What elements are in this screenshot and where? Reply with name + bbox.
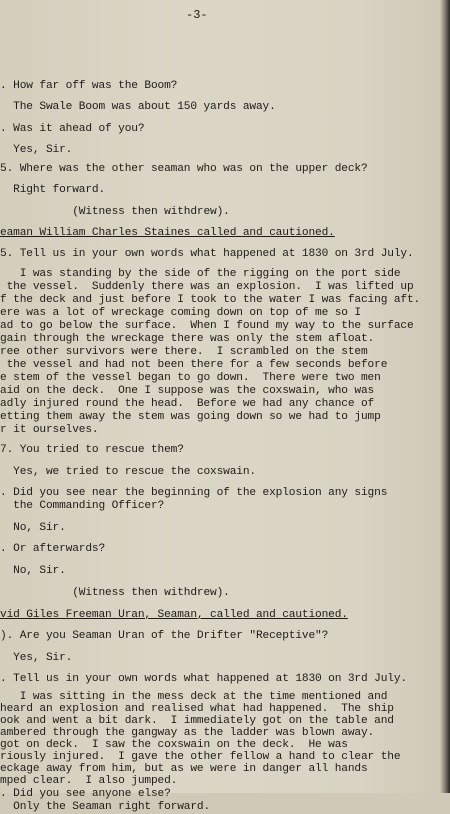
answer-line: Yes, Sir. <box>0 144 73 156</box>
witness-called-line: vid Giles Freeman Uran, Seaman, called and cautioned. <box>0 609 348 621</box>
statement-line: ad to go below the surface. When I found my way to the surface <box>0 320 414 332</box>
statement-line: I was standing by the side of the rigging on the port side <box>0 268 401 280</box>
statement-line: adly injured round the head. Before we had any chance of <box>0 398 375 410</box>
statement-line: heard an explosion and realised what had happened. The ship <box>0 703 394 715</box>
question-line: . Was it ahead of you? <box>0 123 145 135</box>
statement-line: gain through the wreckage there was only the stem afloat. <box>0 333 375 345</box>
witness-withdrew-line: (Witness then withdrew). <box>0 587 230 599</box>
question-line: . Or afterwards? <box>0 543 106 555</box>
answer-line: Right forward. <box>0 184 106 196</box>
page-edge-shadow <box>440 0 450 793</box>
statement-line: etting them away the stem was going down so we had to jump <box>0 411 381 423</box>
question-line: . Did you see near the beginning of the explosion any signs <box>0 487 388 499</box>
question-line: ). Are you Seaman Uran of the Drifter "Receptive"? <box>0 630 329 642</box>
statement-line: ambered through the gangway as the ladder was blown away. <box>0 727 375 739</box>
statement-line: aid on the deck. One I suppose was the coxswain, who was <box>0 385 375 397</box>
statement-line: got on deck. I saw the coxswain on the deck. He was <box>0 739 348 751</box>
statement-line: r it ourselves. <box>0 424 99 436</box>
question-line: the Commanding Officer? <box>0 500 165 512</box>
statement-line: I was sitting in the mess deck at the time mentioned and <box>0 691 388 703</box>
witness-called-line: eaman William Charles Staines called and cautioned. <box>0 227 335 239</box>
statement-line: f the deck and just before I took to the water I was facing aft. <box>0 294 421 306</box>
statement-line: ook and went a bit dark. I immediately got on the table and <box>0 715 394 727</box>
statement-line: eckage away from him, but as we were in danger all hands <box>0 763 368 775</box>
answer-line: Only the Seaman right forward. <box>0 801 211 813</box>
witness-withdrew-line: (Witness then withdrew). <box>0 206 230 218</box>
answer-line: The Swale Boom was about 150 yards away. <box>0 101 276 113</box>
answer-line: Yes, we tried to rescue the coxswain. <box>0 466 256 478</box>
statement-line: the vessel and had not been there for a few seconds before <box>0 359 388 371</box>
question-line: 5. Tell us in your own words what happened at 1830 on 3rd July. <box>0 248 414 260</box>
question-line: . Did you see anyone else? <box>0 788 171 800</box>
statement-line: riously injured. I gave the other fellow a hand to clear the <box>0 751 401 763</box>
statement-line: the vessel. Suddenly there was an explosion. I was lifted up <box>0 281 414 293</box>
answer-line: No, Sir. <box>0 565 66 577</box>
statement-line: e stem of the vessel began to go down. There were two men <box>0 372 381 384</box>
page-number: -3- <box>186 8 208 22</box>
statement-line: ere was a lot of wreckage coming down on top of me so I <box>0 307 361 319</box>
answer-line: No, Sir. <box>0 522 66 534</box>
question-line: 5. Where was the other seaman who was on the upper deck? <box>0 163 368 175</box>
question-line: . How far off was the Boom? <box>0 80 178 92</box>
question-line: . Tell us in your own words what happened at 1830 on 3rd July. <box>0 673 407 685</box>
statement-line: mped clear. I also jumped. <box>0 775 178 787</box>
statement-line: ree other survivors were there. I scrambled on the stem <box>0 346 368 358</box>
question-line: 7. You tried to rescue them? <box>0 444 184 456</box>
answer-line: Yes, Sir. <box>0 652 73 664</box>
